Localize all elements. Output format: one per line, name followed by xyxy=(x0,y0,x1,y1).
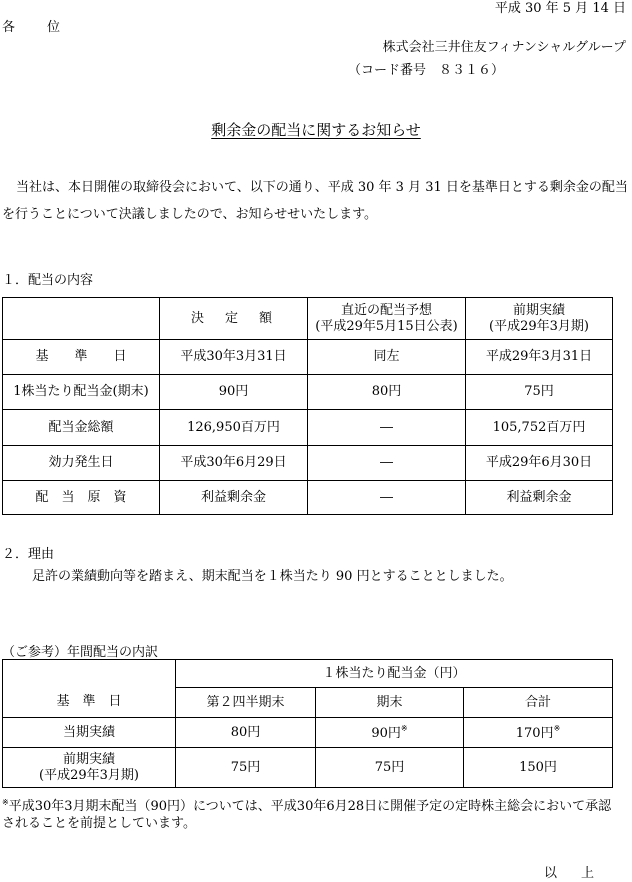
group-header-empty xyxy=(3,660,176,688)
footnote-text: 平成30年3月期末配当（90円）については、平成30年6月28日に開催予定の定時株主総会において承認されることを前提としています。 xyxy=(2,799,612,831)
table-row xyxy=(3,748,613,788)
row-label-previous-line1: 前期実績 xyxy=(62,751,115,767)
closing-mark: 以上 xyxy=(543,866,618,881)
table-row xyxy=(3,410,613,446)
cell-decided: 90円 xyxy=(160,375,308,410)
row-label-previous xyxy=(3,748,176,788)
group-header: １株当たり配当金（円） xyxy=(176,660,613,688)
intro-paragraph: 当社は、本日開催の取締役会において、以下の通り、平成 30 年 3 月 31 日を基準日とする剰余金の配当を行うことについて決議しましたので、お知らせせいたします。 xyxy=(2,180,628,222)
row-label: 配 当 原 資 xyxy=(3,481,160,515)
table-row xyxy=(3,340,613,375)
document-title: 剰余金の配当に関するお知らせ xyxy=(211,121,421,139)
annual-dividend-table xyxy=(2,659,613,788)
cell-previous: 平成29年3月31日 xyxy=(466,340,613,375)
header-empty-cell xyxy=(3,298,160,340)
dividend-table xyxy=(2,297,613,515)
section1-heading: １．配当の内容 xyxy=(2,273,94,288)
cell-forecast: 同左 xyxy=(308,340,466,375)
section2-heading: ２．理由 xyxy=(2,547,55,562)
cell-previous: 75円 xyxy=(466,375,613,410)
row-label-previous-line2: (平成29年3月期) xyxy=(39,767,139,783)
group-header-row xyxy=(3,660,613,688)
note-mark: ※ xyxy=(553,723,561,733)
row-label-current: 当期実績 xyxy=(3,718,176,748)
cell-total-value: 170円 xyxy=(515,725,554,741)
header-forecast xyxy=(308,298,466,340)
cell-decided: 平成30年6月29日 xyxy=(160,446,308,481)
table-row xyxy=(3,446,613,481)
note-mark: ※ xyxy=(400,723,408,733)
cell-q2: 75円 xyxy=(176,748,316,788)
cell-forecast: ― xyxy=(308,481,466,515)
col-end: 期末 xyxy=(316,688,464,718)
table-row xyxy=(3,481,613,515)
cell-decided: 平成30年3月31日 xyxy=(160,340,308,375)
header-forecast-line2: (平成29年5月15日公表) xyxy=(315,318,458,334)
cell-end: 75円 xyxy=(316,748,464,788)
table-row xyxy=(3,375,613,410)
col-total: 合計 xyxy=(464,688,613,718)
cell-q2: 80円 xyxy=(176,718,316,748)
cell-end-value: 90円 xyxy=(371,725,401,741)
cell-forecast: ― xyxy=(308,410,466,446)
row-label: 配当金総額 xyxy=(3,410,160,446)
header-previous xyxy=(466,298,613,340)
recipient-line: 各 位 xyxy=(2,20,63,35)
cell-previous: 平成29年6月30日 xyxy=(466,446,613,481)
cell-decided: 126,950百万円 xyxy=(160,410,308,446)
footnote xyxy=(2,794,622,832)
cell-end xyxy=(316,718,464,748)
cell-previous: 利益剰余金 xyxy=(466,481,613,515)
cell-previous: 105,752百万円 xyxy=(466,410,613,446)
col-q2: 第２四半期末 xyxy=(176,688,316,718)
header-previous-line2: (平成29年3月期) xyxy=(489,318,589,334)
footnote-mark: ※ xyxy=(2,798,9,807)
company-name: 株式会社三井住友フィナンシャルグループ xyxy=(382,40,626,55)
row-label: 基 準 日 xyxy=(3,340,160,375)
stock-code: （コード番号 ８３１６） xyxy=(348,63,505,78)
header-forecast-line1: 直近の配当予想 xyxy=(340,302,432,318)
header-decided: 決 定 額 xyxy=(160,298,308,340)
header-previous-line1: 前期実績 xyxy=(512,302,565,318)
reason-text: 足許の業績動向等を踏まえ、期末配当を１株当たり 90 円とすることとしました。 xyxy=(32,569,513,584)
cell-decided: 利益剰余金 xyxy=(160,481,308,515)
cell-total xyxy=(464,718,613,748)
cell-forecast: 80円 xyxy=(308,375,466,410)
label-header: 基 準 日 xyxy=(3,688,176,718)
table-header-row xyxy=(3,298,613,340)
document-date: 平成 30 年 5 月 14 日 xyxy=(494,1,626,16)
table-row xyxy=(3,718,613,748)
column-header-row xyxy=(3,688,613,718)
row-label: 効力発生日 xyxy=(3,446,160,481)
row-label: 1株当たり配当金(期末) xyxy=(3,375,160,410)
reference-heading: （ご参考）年間配当の内訳 xyxy=(2,645,159,660)
cell-forecast: ― xyxy=(308,446,466,481)
cell-total: 150円 xyxy=(464,748,613,788)
